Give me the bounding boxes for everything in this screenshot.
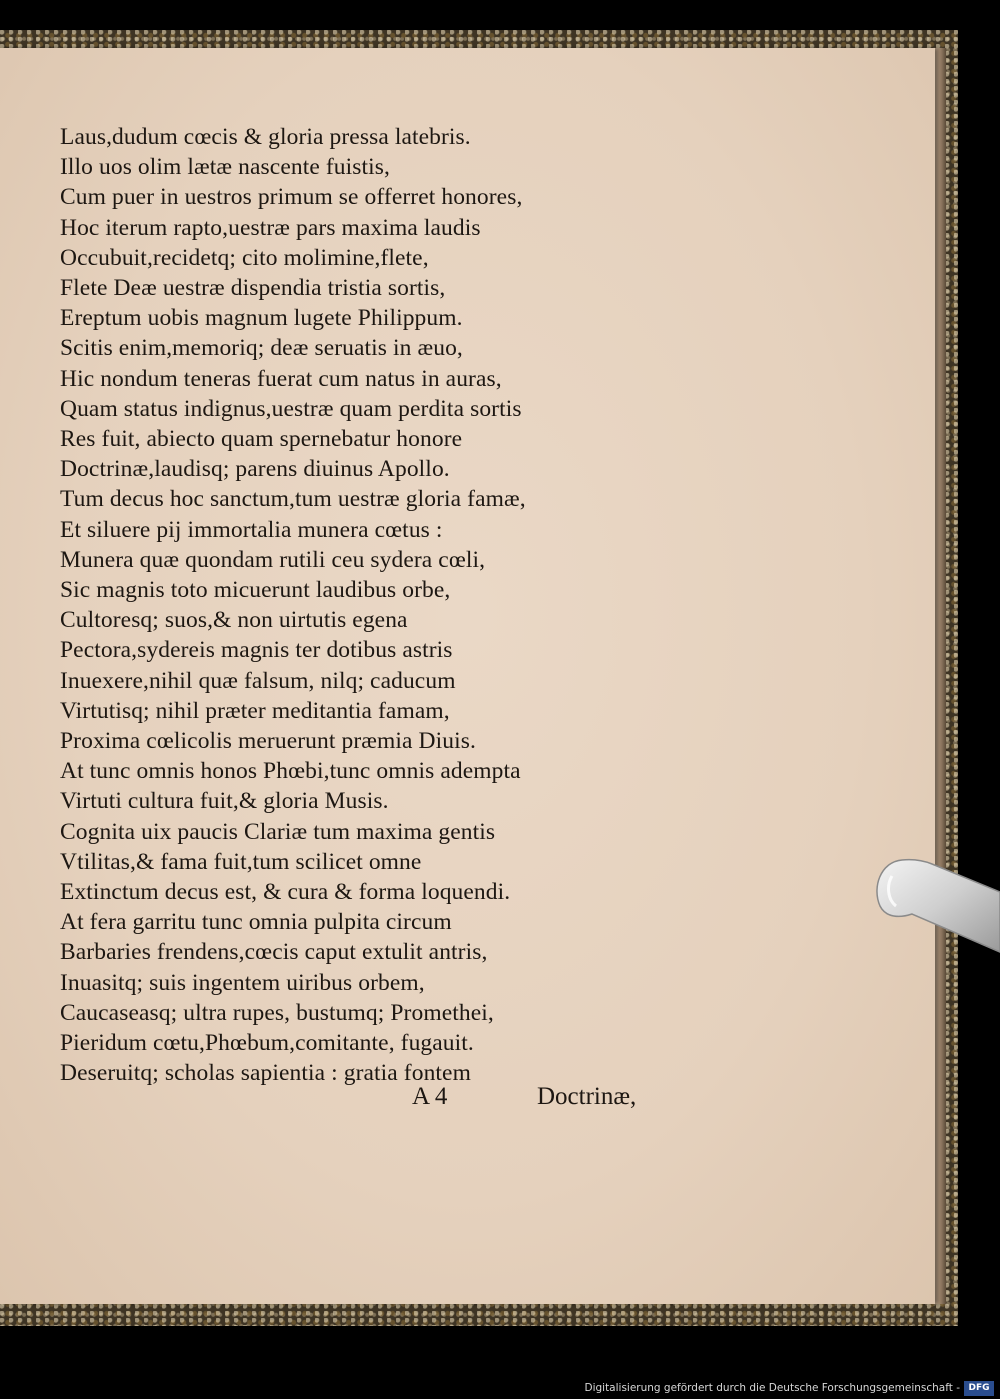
poem-line: Virtutisq; nihil præter meditantia famam, (60, 697, 450, 724)
poem-line: Virtuti cultura fuit,& gloria Musis. (60, 788, 389, 815)
poem-line: Inuexere,nihil quæ falsum, nilq; caducum (60, 667, 456, 694)
poem-line: Hic nondum teneras fuerat cum natus in auras, (60, 365, 502, 392)
glass-weight-clip-icon (872, 852, 1000, 972)
signature-mark: A 4 (412, 1083, 448, 1110)
funding-caption: Digitalisierung gefördert durch die Deutsche Forschungsgemeinschaft - (584, 1382, 960, 1394)
poem-line: Doctrinæ,laudisq; parens diuinus Apollo. (60, 456, 450, 483)
poem-line: At fera garritu tunc omnia pulpita circum (60, 909, 452, 936)
poem-line: Barbaries frendens,cœcis caput extulit antris, (60, 939, 488, 966)
poem-line: Tum decus hoc sanctum,tum uestræ gloria famæ, (60, 486, 526, 513)
poem-line: Sic magnis toto micuerunt laudibus orbe, (60, 577, 451, 604)
poem-line: Flete Deæ uestræ dispendia tristia sortis, (60, 275, 446, 302)
poem-line: Extinctum decus est, & cura & forma loquendi. (60, 879, 511, 906)
poem-line: Res fuit, abiecto quam spernebatur honore (60, 426, 463, 453)
poem-line: Pieridum cœtu,Phœbum,comitante, fugauit. (60, 1030, 474, 1057)
poem-line: Cum puer in uestros primum se offerret honores, (60, 184, 523, 211)
poem-line: Munera quæ quondam rutili ceu sydera cœli, (60, 546, 486, 573)
poem-line: Laus,dudum cœcis & gloria pressa latebris. (60, 124, 471, 150)
poem-line: Hoc iterum rapto,uestræ pars maxima laudis (60, 214, 481, 241)
poem-line: Pectora,sydereis magnis ter dotibus astris (60, 637, 453, 664)
caption-bar (0, 1379, 1000, 1399)
poem-line: Illo uos olim lætæ nascente fuistis, (60, 154, 390, 181)
poem-text (60, 122, 700, 1089)
poem-line: Inuasitq; suis ingentem uiribus orbem, (60, 969, 425, 996)
dfg-logo: DFG (964, 1381, 994, 1396)
page-footer (0, 1083, 700, 1113)
poem-line: Proxima cœlicolis meruerunt præmia Diuis. (60, 728, 476, 755)
poem-line: Ereptum uobis magnum lugete Philippum. (60, 305, 463, 332)
poem-line: Quam status indignus,uestræ quam perdita sortis (60, 395, 522, 422)
poem-line: Vtilitas,& fama fuit,tum scilicet omne (60, 848, 422, 875)
poem-line: Caucaseasq; ultra rupes, bustumq; Promethei, (60, 999, 494, 1026)
catchword: Doctrinæ, (537, 1083, 637, 1110)
poem-line: Scitis enim,memoriq; deæ seruatis in æuo, (60, 335, 463, 362)
poem-line: At tunc omnis honos Phœbi,tunc omnis adempta (60, 758, 521, 785)
poem-line: Cultoresq; suos,& non uirtutis egena (60, 607, 408, 634)
poem-line: Deseruitq; scholas sapientia : gratia fontem (60, 1060, 471, 1087)
poem-line: Cognita uix paucis Clariæ tum maxima gentis (60, 818, 496, 845)
poem-line: Occubuit,recidetq; cito molimine,flete, (60, 244, 429, 271)
poem-line: Et siluere pij immortalia munera cœtus : (60, 516, 443, 543)
